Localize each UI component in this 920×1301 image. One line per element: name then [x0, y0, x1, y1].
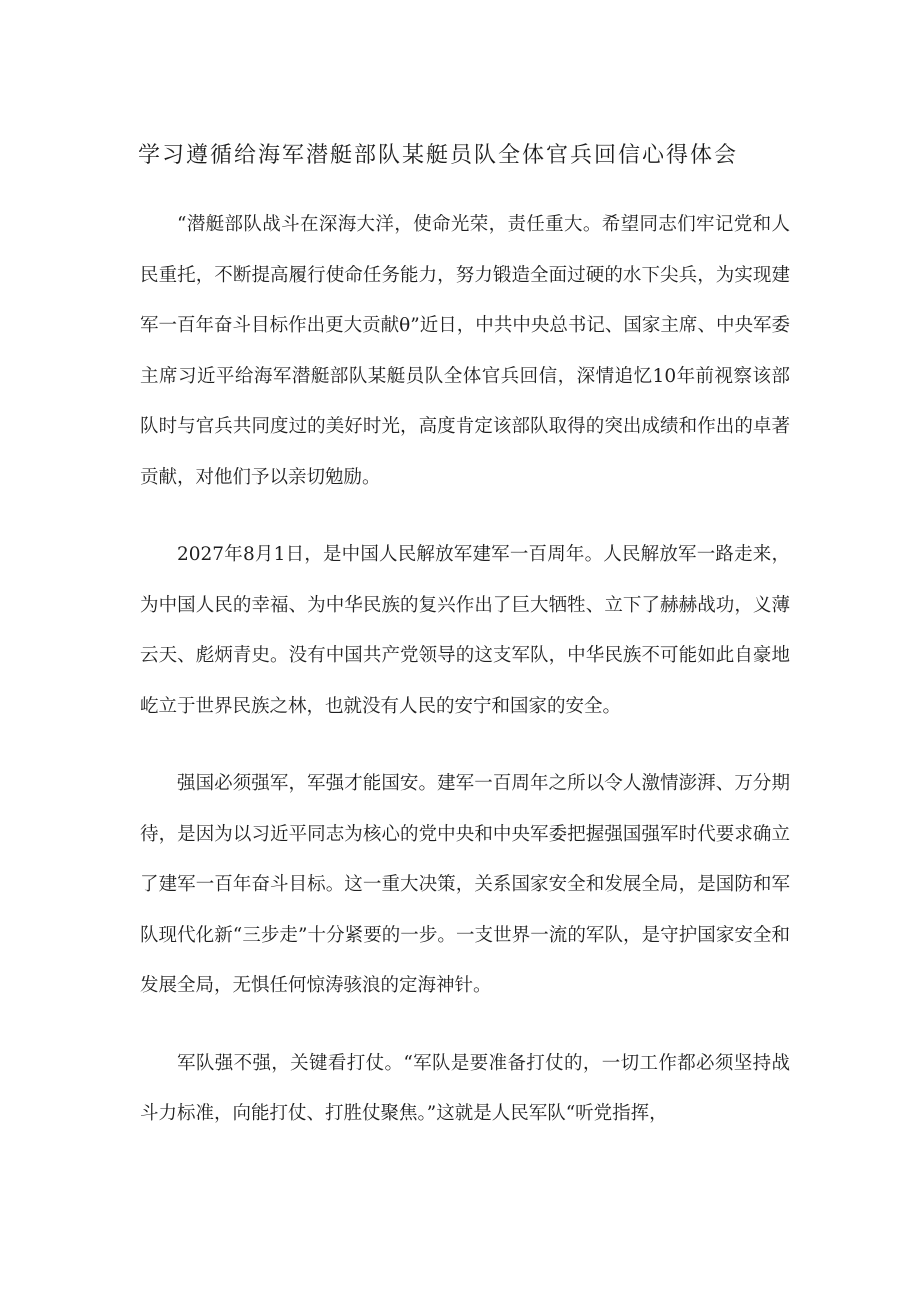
paragraph-1: “潜艇部队战斗在深海大洋，使命光荣，责任重大。希望同志们牢记党和人民重托，不断提高履行使命任务能力，努力锻造全面过硬的水下尖兵，为实现建军一百年奋斗目标作出更大贡献θ”近日，中共中央总书记、国家主席、中央军委主席习近平给海军潜艇部队某艇员队全体官兵回信，深情追忆10年前视察该部队时与官兵共同度过的美好时光，高度肯定该部队取得的突出成绩和作出的卓著贡献，对他们予以亲切勉励。 [140, 214, 790, 488]
document-body [140, 200, 790, 1167]
paragraph-2: 2027年8月1日，是中国人民解放军建军一百周年。人民解放军一路走来，为中国人民的幸福、为中华民族的复兴作出了巨大牺牲、立下了赫赫战功，义薄云天、彪炳青史。没有中国共产党领导的这支军队，中华民族不可能如此自豪地屹立于世界民族之林，也就没有人民的安宁和国家的安全。 [140, 544, 790, 717]
paragraph-3: 强国必须强军，军强才能国安。建军一百周年之所以令人激情澎湃、万分期待，是因为以习近平同志为核心的党中央和中央军委把握强国强军时代要求确立了建军一百年奋斗目标。这一重大决策，关系国家安全和发展全局，是国防和军队现代化新“三步走”十分紧要的一步。一支世界一流的军队，是守护国家安全和发展全局，无惧任何惊涛骇浪的定海神针。 [140, 773, 790, 996]
document-title: 学习遵循给海军潜艇部队某艇员队全体官兵回信心得体会 [138, 143, 739, 168]
paragraph-4: 军队强不强，关键看打仗。“军队是要准备打仗的，一切工作都必须坚持战斗力标准，向能打仗、打胜仗聚焦。”这就是人民军队“听党指挥， [140, 1052, 790, 1124]
